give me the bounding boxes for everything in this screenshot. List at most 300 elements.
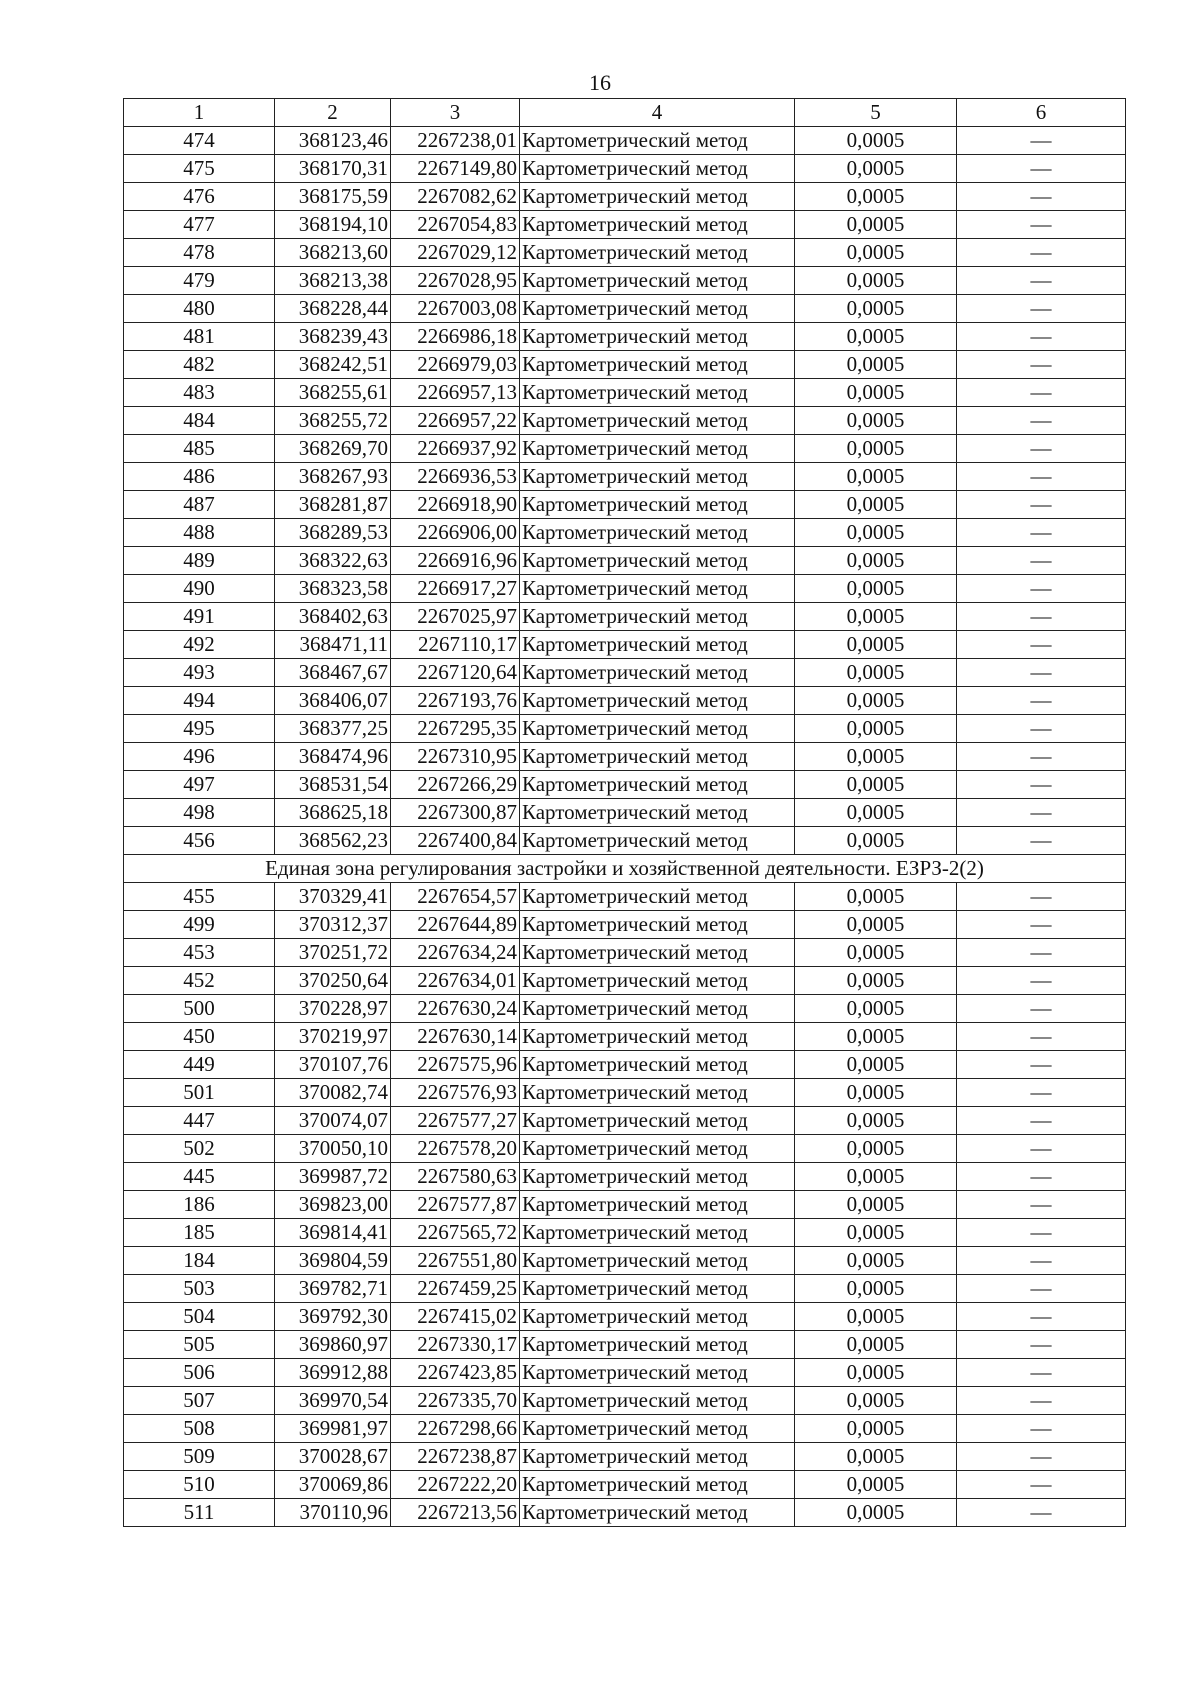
cell-coordinate-x: 370228,97 [275, 995, 391, 1023]
table-row [124, 967, 1126, 995]
table-row [124, 603, 1126, 631]
cell-point-number: 507 [124, 1387, 275, 1415]
cell-accuracy: 0,0005 [795, 547, 957, 575]
cell-point-number: 503 [124, 1275, 275, 1303]
table-row [124, 995, 1126, 1023]
cell-method: Картометрический метод [520, 743, 795, 771]
cell-accuracy: 0,0005 [795, 463, 957, 491]
table-row [124, 687, 1126, 715]
cell-note: — [957, 743, 1126, 771]
cell-point-number: 445 [124, 1163, 275, 1191]
cell-point-number: 506 [124, 1359, 275, 1387]
cell-note: — [957, 575, 1126, 603]
cell-method: Картометрический метод [520, 1275, 795, 1303]
cell-accuracy: 0,0005 [795, 1415, 957, 1443]
cell-point-number: 511 [124, 1499, 275, 1527]
cell-accuracy: 0,0005 [795, 883, 957, 911]
cell-note: — [957, 1275, 1126, 1303]
cell-point-number: 490 [124, 575, 275, 603]
cell-point-number: 185 [124, 1219, 275, 1247]
cell-coordinate-y: 2267193,76 [391, 687, 520, 715]
cell-point-number: 449 [124, 1051, 275, 1079]
cell-method: Картометрический метод [520, 295, 795, 323]
table-header-row [124, 99, 1126, 127]
cell-coordinate-y: 2267310,95 [391, 743, 520, 771]
table-row [124, 799, 1126, 827]
cell-coordinate-y: 2267630,14 [391, 1023, 520, 1051]
cell-note: — [957, 267, 1126, 295]
cell-accuracy: 0,0005 [795, 1443, 957, 1471]
cell-method: Картометрический метод [520, 1107, 795, 1135]
cell-coordinate-x: 368474,96 [275, 743, 391, 771]
cell-accuracy: 0,0005 [795, 799, 957, 827]
cell-note: — [957, 1107, 1126, 1135]
cell-coordinate-x: 369823,00 [275, 1191, 391, 1219]
table-row [124, 211, 1126, 239]
cell-note: — [957, 1415, 1126, 1443]
table-row [124, 155, 1126, 183]
cell-accuracy: 0,0005 [795, 379, 957, 407]
cell-method: Картометрический метод [520, 967, 795, 995]
cell-method: Картометрический метод [520, 463, 795, 491]
cell-coordinate-y: 2267630,24 [391, 995, 520, 1023]
cell-note: — [957, 463, 1126, 491]
cell-accuracy: 0,0005 [795, 1387, 957, 1415]
cell-coordinate-y: 2267266,29 [391, 771, 520, 799]
cell-point-number: 480 [124, 295, 275, 323]
cell-point-number: 453 [124, 939, 275, 967]
table-row [124, 1275, 1126, 1303]
cell-coordinate-y: 2267565,72 [391, 1219, 520, 1247]
cell-point-number: 479 [124, 267, 275, 295]
cell-note: — [957, 1359, 1126, 1387]
cell-coordinate-x: 370050,10 [275, 1135, 391, 1163]
cell-point-number: 450 [124, 1023, 275, 1051]
table-row [124, 631, 1126, 659]
cell-note: — [957, 1247, 1126, 1275]
cell-method: Картометрический метод [520, 1415, 795, 1443]
cell-coordinate-y: 2267300,87 [391, 799, 520, 827]
table-row [124, 1387, 1126, 1415]
cell-point-number: 488 [124, 519, 275, 547]
cell-coordinate-x: 369792,30 [275, 1303, 391, 1331]
cell-coordinate-x: 370028,67 [275, 1443, 391, 1471]
cell-point-number: 447 [124, 1107, 275, 1135]
cell-point-number: 478 [124, 239, 275, 267]
cell-coordinate-y: 2267415,02 [391, 1303, 520, 1331]
cell-coordinate-x: 368406,07 [275, 687, 391, 715]
table-row [124, 1331, 1126, 1359]
cell-accuracy: 0,0005 [795, 1051, 957, 1079]
cell-point-number: 455 [124, 883, 275, 911]
cell-point-number: 491 [124, 603, 275, 631]
table-row [124, 519, 1126, 547]
cell-method: Картометрический метод [520, 547, 795, 575]
cell-coordinate-y: 2266986,18 [391, 323, 520, 351]
cell-method: Картометрический метод [520, 323, 795, 351]
table-row [124, 323, 1126, 351]
cell-coordinate-x: 368255,61 [275, 379, 391, 407]
cell-coordinate-y: 2267400,84 [391, 827, 520, 855]
cell-coordinate-y: 2267335,70 [391, 1387, 520, 1415]
cell-coordinate-y: 2266906,00 [391, 519, 520, 547]
cell-coordinate-x: 369814,41 [275, 1219, 391, 1247]
cell-note: — [957, 519, 1126, 547]
cell-method: Картометрический метод [520, 1079, 795, 1107]
cell-note: — [957, 127, 1126, 155]
cell-method: Картометрический метод [520, 351, 795, 379]
table-row [124, 127, 1126, 155]
cell-method: Картометрический метод [520, 1191, 795, 1219]
cell-point-number: 495 [124, 715, 275, 743]
cell-coordinate-x: 370219,97 [275, 1023, 391, 1051]
cell-note: — [957, 631, 1126, 659]
cell-accuracy: 0,0005 [795, 911, 957, 939]
section-heading-group [124, 855, 1126, 883]
cell-point-number: 452 [124, 967, 275, 995]
cell-coordinate-y: 2267295,35 [391, 715, 520, 743]
cell-note: — [957, 911, 1126, 939]
cell-point-number: 510 [124, 1471, 275, 1499]
cell-accuracy: 0,0005 [795, 575, 957, 603]
section-heading-row [124, 855, 1126, 883]
cell-accuracy: 0,0005 [795, 939, 957, 967]
cell-method: Картометрический метод [520, 183, 795, 211]
table-row [124, 1471, 1126, 1499]
cell-method: Картометрический метод [520, 239, 795, 267]
table-row [124, 659, 1126, 687]
cell-note: — [957, 407, 1126, 435]
cell-note: — [957, 827, 1126, 855]
cell-point-number: 475 [124, 155, 275, 183]
table-row [124, 1415, 1126, 1443]
cell-note: — [957, 239, 1126, 267]
cell-accuracy: 0,0005 [795, 1023, 957, 1051]
cell-coordinate-x: 369804,59 [275, 1247, 391, 1275]
cell-point-number: 505 [124, 1331, 275, 1359]
cell-note: — [957, 659, 1126, 687]
cell-accuracy: 0,0005 [795, 715, 957, 743]
column-header-5: 5 [795, 99, 957, 127]
cell-coordinate-y: 2266918,90 [391, 491, 520, 519]
cell-accuracy: 0,0005 [795, 155, 957, 183]
cell-accuracy: 0,0005 [795, 1079, 957, 1107]
table-row [124, 295, 1126, 323]
cell-coordinate-x: 370107,76 [275, 1051, 391, 1079]
cell-point-number: 504 [124, 1303, 275, 1331]
cell-point-number: 499 [124, 911, 275, 939]
cell-method: Картометрический метод [520, 771, 795, 799]
cell-note: — [957, 435, 1126, 463]
cell-coordinate-x: 370251,72 [275, 939, 391, 967]
table-body-part-1 [124, 127, 1126, 855]
cell-coordinate-y: 2267580,63 [391, 1163, 520, 1191]
cell-accuracy: 0,0005 [795, 1135, 957, 1163]
cell-note: — [957, 771, 1126, 799]
cell-coordinate-x: 370082,74 [275, 1079, 391, 1107]
cell-coordinate-x: 368281,87 [275, 491, 391, 519]
cell-accuracy: 0,0005 [795, 1275, 957, 1303]
cell-coordinate-y: 2267110,17 [391, 631, 520, 659]
cell-point-number: 497 [124, 771, 275, 799]
cell-coordinate-y: 2267634,01 [391, 967, 520, 995]
cell-accuracy: 0,0005 [795, 1247, 957, 1275]
cell-coordinate-x: 368213,60 [275, 239, 391, 267]
table-row [124, 1107, 1126, 1135]
cell-coordinate-x: 370312,37 [275, 911, 391, 939]
cell-coordinate-y: 2267222,20 [391, 1471, 520, 1499]
cell-accuracy: 0,0005 [795, 827, 957, 855]
table-row [124, 435, 1126, 463]
cell-accuracy: 0,0005 [795, 1163, 957, 1191]
cell-accuracy: 0,0005 [795, 351, 957, 379]
cell-note: — [957, 1135, 1126, 1163]
table-row [124, 575, 1126, 603]
cell-coordinate-x: 370074,07 [275, 1107, 391, 1135]
cell-method: Картометрический метод [520, 1219, 795, 1247]
cell-note: — [957, 603, 1126, 631]
table-row [124, 1163, 1126, 1191]
cell-accuracy: 0,0005 [795, 239, 957, 267]
cell-accuracy: 0,0005 [795, 1499, 957, 1527]
cell-accuracy: 0,0005 [795, 1107, 957, 1135]
table-row [124, 911, 1126, 939]
cell-coordinate-y: 2267238,87 [391, 1443, 520, 1471]
cell-coordinate-x: 368175,59 [275, 183, 391, 211]
cell-coordinate-y: 2267003,08 [391, 295, 520, 323]
cell-method: Картометрический метод [520, 1359, 795, 1387]
cell-point-number: 493 [124, 659, 275, 687]
cell-method: Картометрический метод [520, 1331, 795, 1359]
cell-accuracy: 0,0005 [795, 267, 957, 295]
cell-note: — [957, 547, 1126, 575]
cell-coordinate-y: 2266917,27 [391, 575, 520, 603]
cell-method: Картометрический метод [520, 575, 795, 603]
cell-note: — [957, 323, 1126, 351]
cell-accuracy: 0,0005 [795, 519, 957, 547]
cell-method: Картометрический метод [520, 911, 795, 939]
cell-coordinate-y: 2266937,92 [391, 435, 520, 463]
cell-point-number: 498 [124, 799, 275, 827]
cell-point-number: 492 [124, 631, 275, 659]
cell-method: Картометрический метод [520, 1499, 795, 1527]
cell-accuracy: 0,0005 [795, 603, 957, 631]
cell-note: — [957, 799, 1126, 827]
table-row [124, 379, 1126, 407]
cell-method: Картометрический метод [520, 631, 795, 659]
table-row [124, 183, 1126, 211]
table-row [124, 547, 1126, 575]
cell-coordinate-y: 2266957,22 [391, 407, 520, 435]
cell-coordinate-x: 368194,10 [275, 211, 391, 239]
cell-coordinate-x: 368323,58 [275, 575, 391, 603]
cell-accuracy: 0,0005 [795, 1303, 957, 1331]
cell-note: — [957, 1471, 1126, 1499]
cell-note: — [957, 155, 1126, 183]
cell-coordinate-x: 370250,64 [275, 967, 391, 995]
cell-coordinate-y: 2267149,80 [391, 155, 520, 183]
cell-note: — [957, 995, 1126, 1023]
cell-note: — [957, 211, 1126, 239]
cell-method: Картометрический метод [520, 799, 795, 827]
cell-coordinate-x: 368467,67 [275, 659, 391, 687]
cell-method: Картометрический метод [520, 519, 795, 547]
cell-note: — [957, 1443, 1126, 1471]
cell-method: Картометрический метод [520, 1247, 795, 1275]
page-number: 16 [589, 70, 611, 95]
cell-point-number: 496 [124, 743, 275, 771]
cell-coordinate-y: 2267213,56 [391, 1499, 520, 1527]
cell-point-number: 186 [124, 1191, 275, 1219]
cell-accuracy: 0,0005 [795, 323, 957, 351]
table-row [124, 939, 1126, 967]
cell-method: Картометрический метод [520, 491, 795, 519]
table-row [124, 1499, 1126, 1527]
cell-coordinate-x: 368267,93 [275, 463, 391, 491]
cell-method: Картометрический метод [520, 939, 795, 967]
cell-point-number: 501 [124, 1079, 275, 1107]
cell-note: — [957, 183, 1126, 211]
cell-coordinate-y: 2267459,25 [391, 1275, 520, 1303]
cell-point-number: 484 [124, 407, 275, 435]
cell-coordinate-y: 2267082,62 [391, 183, 520, 211]
cell-point-number: 508 [124, 1415, 275, 1443]
table-row [124, 827, 1126, 855]
cell-coordinate-x: 369970,54 [275, 1387, 391, 1415]
column-header-6: 6 [957, 99, 1126, 127]
table-row [124, 1443, 1126, 1471]
cell-method: Картометрический метод [520, 1051, 795, 1079]
cell-method: Картометрический метод [520, 827, 795, 855]
cell-note: — [957, 1163, 1126, 1191]
cell-coordinate-y: 2267054,83 [391, 211, 520, 239]
cell-coordinate-x: 368471,11 [275, 631, 391, 659]
cell-point-number: 476 [124, 183, 275, 211]
cell-accuracy: 0,0005 [795, 687, 957, 715]
cell-note: — [957, 1331, 1126, 1359]
cell-point-number: 509 [124, 1443, 275, 1471]
cell-accuracy: 0,0005 [795, 659, 957, 687]
cell-method: Картометрический метод [520, 1387, 795, 1415]
cell-method: Картометрический метод [520, 1443, 795, 1471]
cell-coordinate-x: 369912,88 [275, 1359, 391, 1387]
table-row [124, 1191, 1126, 1219]
cell-coordinate-x: 368242,51 [275, 351, 391, 379]
cell-accuracy: 0,0005 [795, 1359, 957, 1387]
table-row [124, 1023, 1126, 1051]
table-row [124, 1219, 1126, 1247]
cell-point-number: 489 [124, 547, 275, 575]
cell-accuracy: 0,0005 [795, 995, 957, 1023]
cell-accuracy: 0,0005 [795, 127, 957, 155]
cell-coordinate-x: 370110,96 [275, 1499, 391, 1527]
cell-coordinate-y: 2267423,85 [391, 1359, 520, 1387]
cell-coordinate-x: 368625,18 [275, 799, 391, 827]
cell-coordinate-y: 2267025,97 [391, 603, 520, 631]
cell-coordinate-x: 368170,31 [275, 155, 391, 183]
cell-note: — [957, 1191, 1126, 1219]
cell-point-number: 494 [124, 687, 275, 715]
cell-method: Картометрический метод [520, 687, 795, 715]
cell-coordinate-x: 370069,86 [275, 1471, 391, 1499]
cell-coordinate-y: 2267577,87 [391, 1191, 520, 1219]
cell-coordinate-x: 368289,53 [275, 519, 391, 547]
cell-coordinate-x: 368269,70 [275, 435, 391, 463]
cell-coordinate-x: 368255,72 [275, 407, 391, 435]
cell-coordinate-x: 368531,54 [275, 771, 391, 799]
cell-method: Картометрический метод [520, 1135, 795, 1163]
cell-point-number: 487 [124, 491, 275, 519]
cell-point-number: 500 [124, 995, 275, 1023]
table-row [124, 715, 1126, 743]
cell-note: — [957, 1387, 1126, 1415]
table-row [124, 1359, 1126, 1387]
cell-coordinate-y: 2266979,03 [391, 351, 520, 379]
cell-method: Картометрический метод [520, 883, 795, 911]
cell-point-number: 184 [124, 1247, 275, 1275]
cell-method: Картометрический метод [520, 435, 795, 463]
cell-accuracy: 0,0005 [795, 1219, 957, 1247]
cell-point-number: 482 [124, 351, 275, 379]
cell-accuracy: 0,0005 [795, 407, 957, 435]
cell-method: Картометрический метод [520, 155, 795, 183]
cell-coordinate-y: 2267238,01 [391, 127, 520, 155]
cell-coordinate-x: 368322,63 [275, 547, 391, 575]
column-header-1: 1 [124, 99, 275, 127]
table-row [124, 1135, 1126, 1163]
cell-note: — [957, 1499, 1126, 1527]
cell-coordinate-x: 368402,63 [275, 603, 391, 631]
cell-accuracy: 0,0005 [795, 1191, 957, 1219]
cell-coordinate-y: 2266936,53 [391, 463, 520, 491]
table-row [124, 239, 1126, 267]
table-row [124, 883, 1126, 911]
cell-method: Картометрический метод [520, 1023, 795, 1051]
cell-method: Картометрический метод [520, 1303, 795, 1331]
cell-accuracy: 0,0005 [795, 435, 957, 463]
cell-point-number: 486 [124, 463, 275, 491]
cell-point-number: 502 [124, 1135, 275, 1163]
cell-note: — [957, 295, 1126, 323]
cell-coordinate-x: 368123,46 [275, 127, 391, 155]
cell-coordinate-y: 2267577,27 [391, 1107, 520, 1135]
cell-method: Картометрический метод [520, 715, 795, 743]
cell-point-number: 474 [124, 127, 275, 155]
column-header-4: 4 [520, 99, 795, 127]
cell-note: — [957, 687, 1126, 715]
cell-method: Картометрический метод [520, 379, 795, 407]
cell-coordinate-x: 370329,41 [275, 883, 391, 911]
cell-note: — [957, 1051, 1126, 1079]
cell-note: — [957, 351, 1126, 379]
table-row [124, 491, 1126, 519]
table-row [124, 407, 1126, 435]
cell-accuracy: 0,0005 [795, 1331, 957, 1359]
cell-note: — [957, 1079, 1126, 1107]
cell-coordinate-y: 2267578,20 [391, 1135, 520, 1163]
cell-accuracy: 0,0005 [795, 183, 957, 211]
cell-note: — [957, 379, 1126, 407]
section-title: Единая зона регулирования застройки и хозяйственной деятельности. ЕЗРЗ-2(2) [124, 855, 1126, 883]
column-header-3: 3 [391, 99, 520, 127]
cell-accuracy: 0,0005 [795, 967, 957, 995]
cell-coordinate-x: 368562,23 [275, 827, 391, 855]
cell-coordinate-y: 2267298,66 [391, 1415, 520, 1443]
cell-method: Картометрический метод [520, 211, 795, 239]
cell-note: — [957, 1219, 1126, 1247]
cell-point-number: 483 [124, 379, 275, 407]
cell-coordinate-y: 2266916,96 [391, 547, 520, 575]
